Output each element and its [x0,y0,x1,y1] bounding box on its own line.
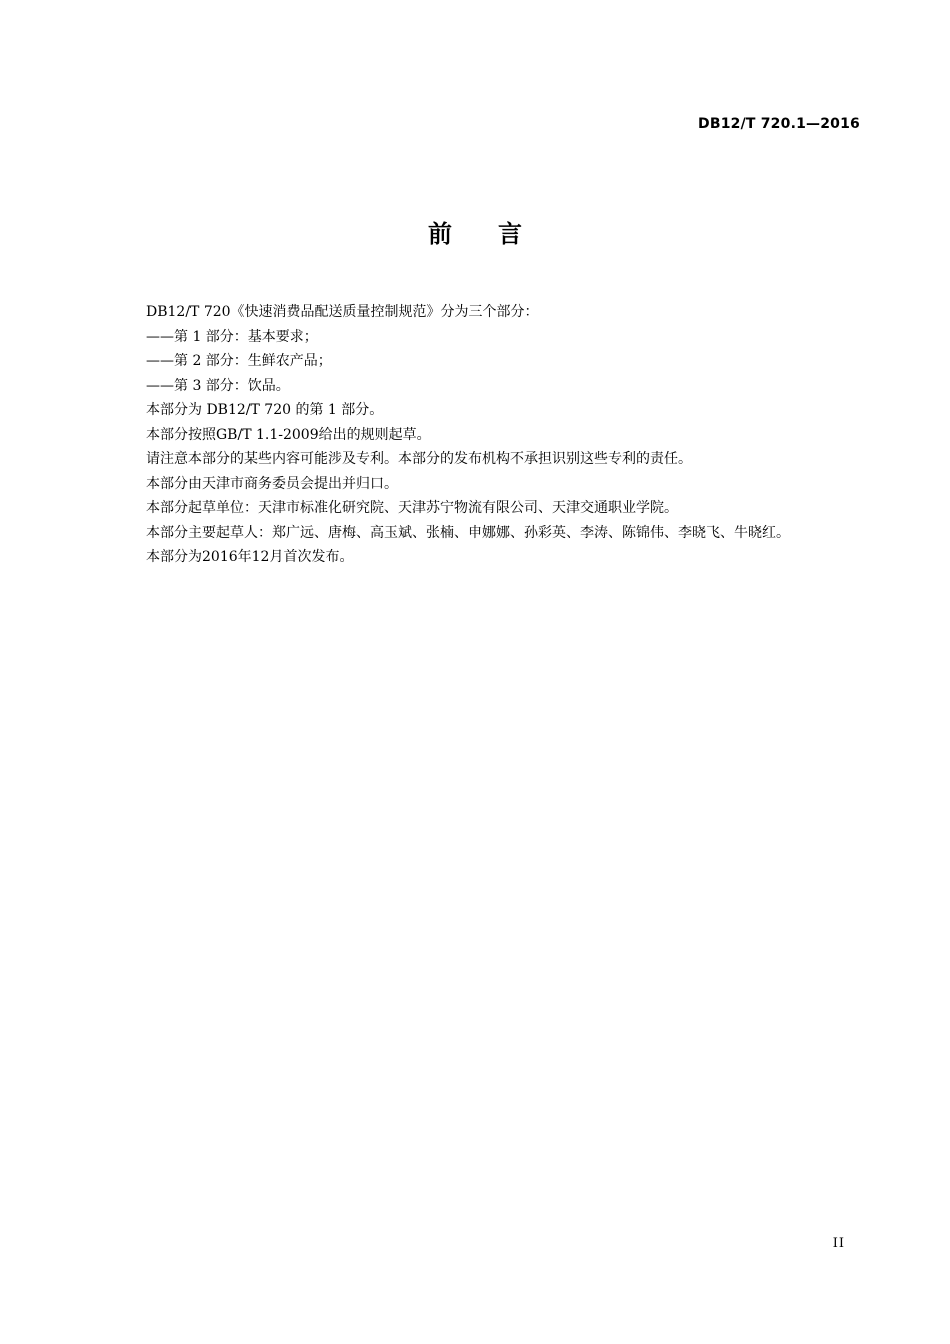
paragraph-part-2: ——第 2 部分：生鲜农产品； [146,353,332,369]
page-title [0,214,950,249]
paragraph-drafters: 本部分主要起草人：郑广远、唐梅、高玉斌、张楠、申娜娜、孙彩英、李涛、陈锦伟、李晓飞、牛晓红。 [146,524,790,541]
paragraph-intro: DB12/T 720《快速消费品配送质量控制规范》分为三个部分： [146,304,539,320]
paragraph-drafting-units: 本部分起草单位：天津市标准化研究院、天津苏宁物流有限公司、天津交通职业学院。 [146,500,678,516]
paragraph-drafting-rules: 本部分按照GB/T 1.1-2009给出的规则起草。 [146,426,431,443]
paragraph-release: 本部分为2016年12月首次发布。 [146,549,354,565]
paragraph-patent-notice: 请注意本部分的某些内容可能涉及专利。本部分的发布机构不承担识别这些专利的责任。 [146,451,692,467]
standard-code: DB12/T 720.1—2016 [698,116,860,132]
paragraph-scope: 本部分为 DB12/T 720 的第 1 部分。 [146,402,384,418]
foreword-body [114,300,859,570]
paragraph-part-1: ——第 1 部分：基本要求； [146,328,318,345]
page-number: II [832,1236,845,1251]
page-title-char-1: 前 [428,220,452,248]
paragraph-part-3: ——第 3 部分：饮品。 [146,377,290,394]
page-title-char-2: 言 [498,220,522,248]
paragraph-proposer: 本部分由天津市商务委员会提出并归口。 [146,475,398,492]
